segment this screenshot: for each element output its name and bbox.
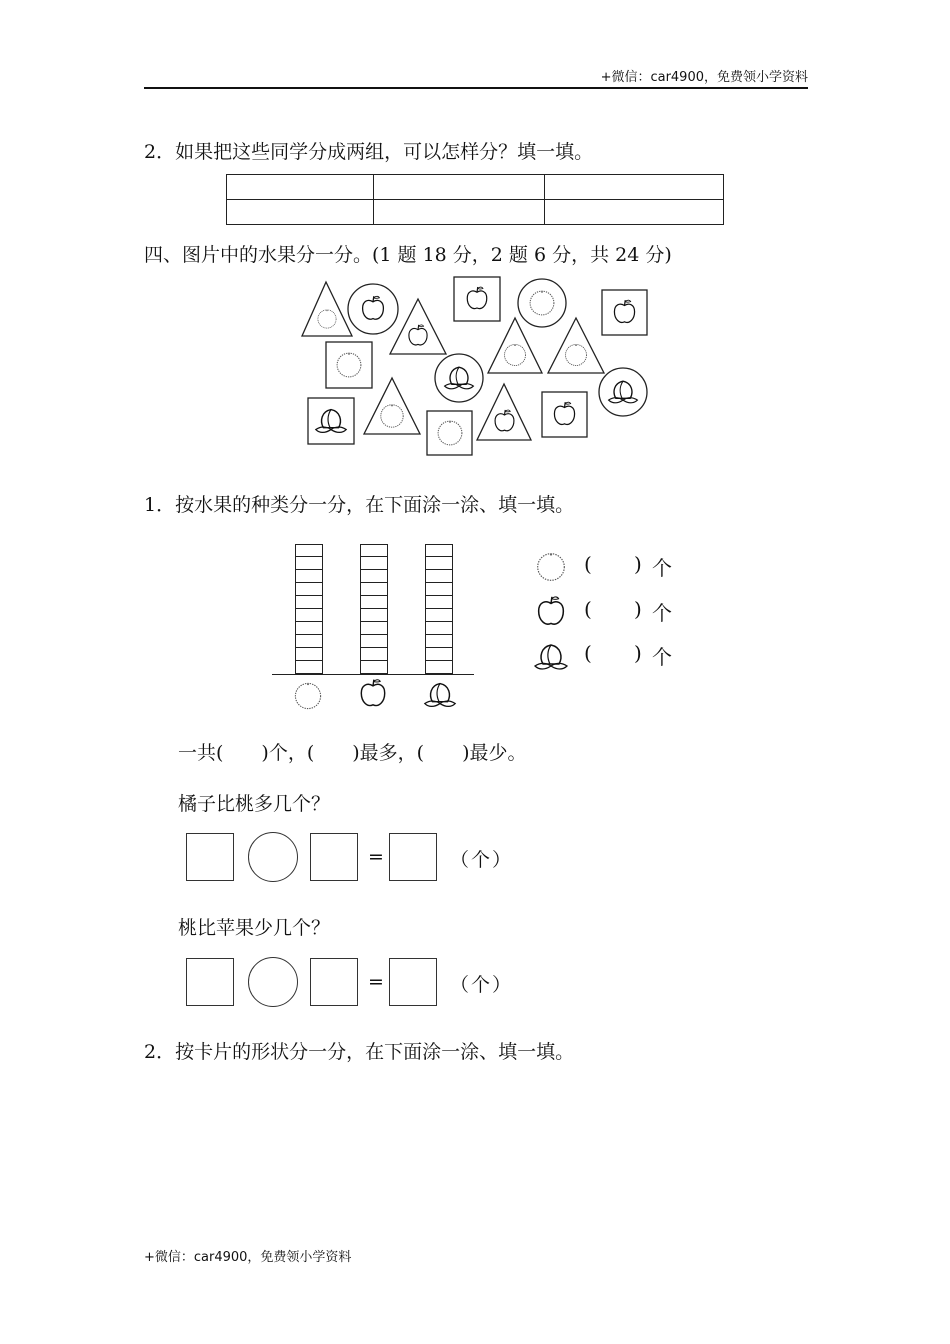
count-close-paren: ) [634, 552, 642, 576]
bar-column-orange[interactable] [295, 544, 323, 674]
square-card-apple [542, 392, 587, 437]
count-unit: 个 [652, 645, 672, 669]
bar-cell[interactable] [295, 661, 323, 674]
count-unit: 个 [652, 601, 672, 625]
bar-column-apple[interactable] [360, 544, 388, 674]
square-card-orange [427, 411, 472, 455]
square-card-apple [454, 277, 500, 321]
square-card-apple [602, 290, 647, 335]
section-4-title: 四、图片中的水果分一分。(1 题 18 分，2 题 6 分，共 24 分) [144, 244, 672, 266]
bar-cell[interactable] [295, 596, 323, 609]
bar-cell[interactable] [295, 635, 323, 648]
operator-circle[interactable] [248, 957, 298, 1007]
sub-question-1: 橘子比桃多几个？ [178, 793, 331, 815]
bar-cell[interactable] [425, 583, 453, 596]
count-close-paren: ) [634, 597, 642, 621]
fruit-cards-picture [296, 272, 656, 462]
bar-cell[interactable] [295, 648, 323, 661]
table-cell[interactable] [374, 175, 545, 200]
answer-box[interactable] [186, 833, 234, 881]
count-close-paren: ) [634, 641, 642, 665]
chart-baseline [272, 674, 474, 675]
question-2-bottom: 2．按卡片的形状分一分，在下面涂一涂、填一填。 [144, 1041, 575, 1063]
circle-card-apple [348, 284, 398, 334]
apple-count-blank[interactable] [596, 597, 632, 623]
bar-cell[interactable] [295, 609, 323, 622]
bar-cell[interactable] [360, 622, 388, 635]
answer-box[interactable] [310, 958, 358, 1006]
count-open-paren: ( [584, 597, 592, 621]
equals-sign: = [368, 846, 384, 868]
header-divider [144, 87, 808, 89]
circle-card-peach [435, 354, 483, 402]
footer-watermark: +微信：car4900，免费领小学资料 [144, 1250, 352, 1265]
bar-cell[interactable] [360, 648, 388, 661]
bar-cell[interactable] [360, 570, 388, 583]
table-cell[interactable] [545, 175, 724, 200]
table-cell[interactable] [227, 175, 374, 200]
fruit-bar-chart [272, 524, 474, 674]
bar-cell[interactable] [360, 661, 388, 674]
bar-column-peach[interactable] [425, 544, 453, 674]
orange-icon [532, 548, 570, 586]
bar-cell[interactable] [360, 596, 388, 609]
table-cell[interactable] [545, 200, 724, 225]
table-cell[interactable] [227, 200, 374, 225]
bar-cell[interactable] [425, 570, 453, 583]
question-2-top: 2．如果把这些同学分成两组，可以怎样分？填一填。 [144, 141, 594, 163]
bar-cell[interactable] [425, 622, 453, 635]
answer-box[interactable] [310, 833, 358, 881]
result-box[interactable] [389, 833, 437, 881]
operator-circle[interactable] [248, 832, 298, 882]
count-open-paren: ( [584, 552, 592, 576]
bar-cell[interactable] [425, 609, 453, 622]
equals-sign: = [368, 971, 384, 993]
orange-icon [290, 678, 326, 714]
peach-count-blank[interactable] [596, 641, 632, 667]
peach-icon [418, 676, 462, 714]
bar-cell[interactable] [360, 635, 388, 648]
triangle-card-orange [302, 282, 352, 336]
square-card-orange [326, 342, 372, 388]
question-1: 1．按水果的种类分一分，在下面涂一涂、填一填。 [144, 494, 575, 516]
circle-card-orange [518, 279, 566, 327]
bar-cell[interactable] [425, 661, 453, 674]
unit-label: （个） [450, 849, 514, 871]
square-card-peach [308, 398, 354, 444]
header-watermark: +微信：car4900，免费领小学资料 [600, 70, 808, 85]
bar-cell[interactable] [295, 570, 323, 583]
orange-count-blank[interactable] [596, 552, 632, 578]
count-open-paren: ( [584, 641, 592, 665]
unit-label: （个） [450, 974, 514, 996]
bar-cell[interactable] [360, 544, 388, 557]
bar-cell[interactable] [295, 557, 323, 570]
bar-cell[interactable] [425, 544, 453, 557]
triangle-card-orange [548, 318, 604, 373]
bar-cell[interactable] [425, 557, 453, 570]
bar-cell[interactable] [425, 648, 453, 661]
bar-cell[interactable] [425, 596, 453, 609]
summary-line: 一共( )个，( )最多，( )最少。 [178, 742, 527, 764]
apple-icon [532, 593, 570, 631]
group-split-table [226, 174, 724, 225]
peach-icon [528, 637, 574, 677]
circle-card-peach [599, 368, 647, 416]
apple-icon [355, 676, 391, 712]
table-cell[interactable] [374, 200, 545, 225]
answer-box[interactable] [186, 958, 234, 1006]
sub-question-2: 桃比苹果少几个？ [178, 917, 331, 939]
bar-cell[interactable] [295, 583, 323, 596]
bar-cell[interactable] [295, 622, 323, 635]
triangle-card-apple [477, 384, 531, 440]
bar-cell[interactable] [360, 583, 388, 596]
bar-cell[interactable] [360, 557, 388, 570]
bar-cell[interactable] [425, 635, 453, 648]
bar-cell[interactable] [295, 544, 323, 557]
count-unit: 个 [652, 556, 672, 580]
bar-cell[interactable] [360, 609, 388, 622]
result-box[interactable] [389, 958, 437, 1006]
